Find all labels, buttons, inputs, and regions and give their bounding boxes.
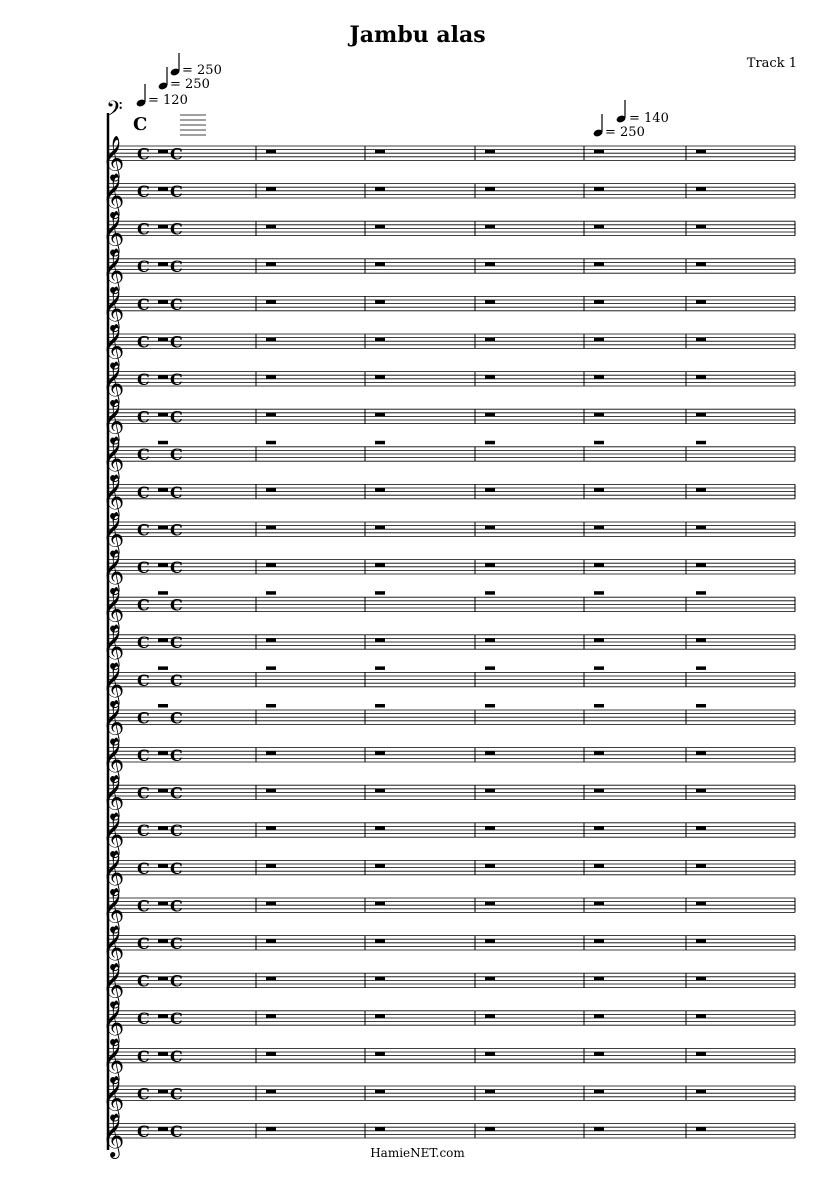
whole-rest-icon xyxy=(485,375,495,379)
time-signature: C xyxy=(137,558,150,577)
time-signature: C xyxy=(170,144,183,164)
whole-rest-icon xyxy=(266,441,276,445)
whole-rest-icon xyxy=(594,902,604,906)
whole-rest-icon xyxy=(375,939,385,943)
time-signature: C xyxy=(170,294,183,314)
whole-rest-icon xyxy=(485,262,495,266)
treble-clef-icon: 𝄞 xyxy=(102,624,125,669)
whole-rest-icon xyxy=(158,1127,168,1131)
whole-rest-icon xyxy=(375,563,385,567)
whole-rest-icon xyxy=(375,591,385,595)
time-signature: C xyxy=(137,1084,150,1104)
whole-rest-icon xyxy=(158,300,168,304)
time-signature: C xyxy=(170,821,183,841)
whole-rest-icon xyxy=(266,150,276,154)
whole-rest-icon xyxy=(375,187,385,191)
time-signature: C xyxy=(137,257,150,277)
whole-rest-icon xyxy=(266,1090,276,1094)
treble-staff xyxy=(102,474,795,520)
time-signature: C xyxy=(137,783,150,803)
time-signature: C xyxy=(137,482,150,502)
treble-clef-icon: 𝄞 xyxy=(102,1075,125,1120)
time-signature: C xyxy=(170,1046,183,1066)
whole-rest-icon xyxy=(594,864,604,868)
whole-rest-icon xyxy=(594,441,604,445)
whole-rest-icon xyxy=(266,939,276,943)
whole-rest-icon xyxy=(485,704,495,708)
whole-rest-icon xyxy=(696,1052,706,1056)
treble-clef-icon: 𝄞 xyxy=(102,1037,125,1082)
treble-staff xyxy=(102,135,795,181)
treble-staff xyxy=(102,248,795,294)
treble-clef-icon: 𝄞 xyxy=(102,436,125,481)
track-label: Track 1 xyxy=(746,56,797,71)
whole-rest-icon xyxy=(696,563,706,567)
whole-rest-icon xyxy=(696,864,706,868)
whole-rest-icon xyxy=(375,441,385,445)
whole-rest-icon xyxy=(594,488,604,492)
time-signature: C xyxy=(137,332,150,352)
treble-staff xyxy=(102,925,795,971)
treble-clef-icon: 𝄞 xyxy=(102,248,125,293)
treble-clef-icon: 𝄞 xyxy=(102,887,125,932)
bass-clef-icon: 𝄢 xyxy=(106,97,123,127)
whole-rest-icon xyxy=(696,441,706,445)
whole-rest-icon xyxy=(375,826,385,830)
treble-clef-icon: 𝄞 xyxy=(102,173,125,217)
whole-rest-icon xyxy=(266,225,276,229)
whole-rest-icon xyxy=(158,441,168,445)
time-signature: C xyxy=(137,934,150,953)
time-signature: C xyxy=(170,370,183,389)
time-signature: C xyxy=(137,144,150,164)
treble-staff xyxy=(102,812,795,858)
whole-rest-icon xyxy=(594,1014,604,1018)
treble-staff xyxy=(102,436,795,482)
treble-clef-icon: 𝄞 xyxy=(102,661,125,706)
whole-rest-icon xyxy=(375,1014,385,1018)
whole-rest-icon xyxy=(375,1052,385,1056)
whole-rest-icon xyxy=(696,375,706,379)
whole-rest-icon xyxy=(696,1090,706,1094)
whole-rest-icon xyxy=(696,591,706,595)
whole-rest-icon xyxy=(158,977,168,981)
whole-rest-icon xyxy=(266,902,276,906)
whole-rest-icon xyxy=(594,526,604,530)
whole-rest-icon xyxy=(375,488,385,492)
whole-rest-icon xyxy=(158,563,168,567)
whole-rest-icon xyxy=(485,939,495,943)
treble-staff xyxy=(102,361,795,407)
whole-rest-icon xyxy=(696,751,706,755)
whole-rest-icon xyxy=(266,262,276,266)
time-signature: C xyxy=(170,670,183,690)
treble-clef-icon: 𝄞 xyxy=(102,925,125,969)
whole-rest-icon xyxy=(266,751,276,755)
time-signature: C xyxy=(170,934,183,953)
whole-rest-icon xyxy=(696,488,706,492)
whole-rest-icon xyxy=(485,591,495,595)
whole-rest-icon xyxy=(375,262,385,266)
whole-rest-icon xyxy=(158,225,168,229)
whole-rest-icon xyxy=(485,1127,495,1131)
treble-staff xyxy=(102,887,795,933)
whole-rest-icon xyxy=(266,563,276,567)
time-signature: C xyxy=(170,858,183,878)
time-signature: C xyxy=(170,445,183,465)
whole-rest-icon xyxy=(485,751,495,755)
whole-rest-icon xyxy=(696,977,706,981)
whole-rest-icon xyxy=(696,262,706,266)
whole-rest-icon xyxy=(266,1127,276,1131)
treble-staff xyxy=(102,624,795,670)
whole-rest-icon xyxy=(375,526,385,530)
time-signature: C xyxy=(137,633,150,653)
whole-rest-icon xyxy=(375,789,385,793)
whole-rest-icon xyxy=(375,704,385,708)
treble-staff xyxy=(102,850,795,896)
time-signature: C xyxy=(170,219,183,239)
treble-clef-icon: 𝄞 xyxy=(102,323,125,368)
whole-rest-icon xyxy=(158,375,168,379)
whole-rest-icon xyxy=(375,977,385,981)
whole-rest-icon xyxy=(266,1014,276,1018)
treble-clef-icon: 𝄞 xyxy=(102,210,125,255)
whole-rest-icon xyxy=(375,150,385,154)
treble-clef-icon: 𝄞 xyxy=(102,586,125,631)
whole-rest-icon xyxy=(266,1052,276,1056)
whole-rest-icon xyxy=(594,1052,604,1056)
whole-rest-icon xyxy=(158,902,168,906)
whole-rest-icon xyxy=(696,939,706,943)
whole-rest-icon xyxy=(375,1127,385,1131)
time-signature: C xyxy=(137,445,150,465)
whole-rest-icon xyxy=(375,300,385,304)
whole-rest-icon xyxy=(375,902,385,906)
treble-staff xyxy=(102,699,795,745)
treble-clef-icon: 𝄞 xyxy=(102,135,125,180)
whole-rest-icon xyxy=(375,225,385,229)
whole-rest-icon xyxy=(266,526,276,530)
whole-rest-icon xyxy=(158,413,168,417)
treble-clef-icon: 𝄞 xyxy=(102,361,125,405)
whole-rest-icon xyxy=(485,225,495,229)
whole-rest-icon xyxy=(266,666,276,670)
treble-clef-icon: 𝄞 xyxy=(102,737,125,781)
time-signature: C xyxy=(170,595,183,615)
whole-rest-icon xyxy=(158,150,168,154)
whole-rest-icon xyxy=(158,1014,168,1018)
time-signature: C xyxy=(137,1046,150,1066)
whole-rest-icon xyxy=(266,638,276,642)
treble-clef-icon: 𝄞 xyxy=(102,774,125,819)
whole-rest-icon xyxy=(158,826,168,830)
treble-staff xyxy=(102,511,795,557)
whole-rest-icon xyxy=(266,591,276,595)
whole-rest-icon xyxy=(485,638,495,642)
whole-rest-icon xyxy=(485,338,495,342)
time-signature: C xyxy=(137,746,150,765)
whole-rest-icon xyxy=(696,300,706,304)
whole-rest-icon xyxy=(266,300,276,304)
time-signature: C xyxy=(170,257,183,277)
whole-rest-icon xyxy=(375,751,385,755)
time-signature: C xyxy=(170,708,183,728)
treble-clef-icon: 𝄞 xyxy=(102,849,125,894)
time-signature: C xyxy=(170,520,183,540)
treble-staff xyxy=(102,399,795,445)
treble-staff xyxy=(102,587,795,633)
whole-rest-icon xyxy=(485,1052,495,1056)
whole-rest-icon xyxy=(594,666,604,670)
time-signature: C xyxy=(137,520,150,540)
treble-staff xyxy=(102,211,795,257)
whole-rest-icon xyxy=(594,300,604,304)
whole-rest-icon xyxy=(696,225,706,229)
whole-rest-icon xyxy=(594,939,604,943)
treble-clef-icon: 𝄞 xyxy=(102,699,125,744)
whole-rest-icon xyxy=(158,751,168,755)
time-signature: C xyxy=(170,1122,183,1141)
time-signature: C xyxy=(137,182,150,201)
whole-rest-icon xyxy=(485,864,495,868)
time-signature: C xyxy=(137,670,150,690)
whole-rest-icon xyxy=(375,338,385,342)
whole-rest-icon xyxy=(594,150,604,154)
whole-rest-icon xyxy=(594,338,604,342)
whole-rest-icon xyxy=(594,826,604,830)
treble-staff xyxy=(102,737,795,783)
whole-rest-icon xyxy=(375,638,385,642)
whole-rest-icon xyxy=(485,563,495,567)
score-title: Jambu alas xyxy=(349,22,486,48)
time-signature: C xyxy=(137,595,150,615)
whole-rest-icon xyxy=(594,262,604,266)
whole-rest-icon xyxy=(696,704,706,708)
whole-rest-icon xyxy=(594,977,604,981)
treble-clef-icon: 𝄞 xyxy=(102,511,125,556)
whole-rest-icon xyxy=(266,704,276,708)
treble-staves-group xyxy=(102,135,795,1159)
whole-rest-icon xyxy=(696,187,706,191)
whole-rest-icon xyxy=(158,939,168,943)
treble-clef-icon: 𝄞 xyxy=(102,1000,125,1045)
whole-rest-icon xyxy=(696,338,706,342)
whole-rest-icon xyxy=(375,864,385,868)
tempo-text-250-a: = 250 xyxy=(182,63,222,78)
treble-staff xyxy=(102,1075,795,1121)
whole-rest-icon xyxy=(594,751,604,755)
treble-clef-icon: 𝄞 xyxy=(102,962,125,1007)
treble-staff xyxy=(102,173,795,219)
whole-rest-icon xyxy=(485,187,495,191)
whole-rest-icon xyxy=(485,441,495,445)
whole-rest-icon xyxy=(158,789,168,793)
whole-rest-icon xyxy=(696,150,706,154)
whole-rest-icon xyxy=(594,1090,604,1094)
tempo-text-140: = 140 xyxy=(629,111,669,126)
whole-rest-icon xyxy=(594,1127,604,1131)
whole-rest-icon xyxy=(485,300,495,304)
whole-rest-icon xyxy=(158,262,168,266)
whole-rest-icon xyxy=(485,789,495,793)
whole-rest-icon xyxy=(594,704,604,708)
whole-rest-icon xyxy=(594,563,604,567)
tempo-mark-250-a xyxy=(170,53,222,78)
time-signature: C xyxy=(137,858,150,878)
time-signature: C xyxy=(170,633,183,653)
time-signature: C xyxy=(137,294,150,314)
whole-rest-icon xyxy=(485,977,495,981)
time-signature: C xyxy=(137,896,150,916)
whole-rest-icon xyxy=(266,488,276,492)
whole-rest-icon xyxy=(266,187,276,191)
whole-rest-icon xyxy=(485,902,495,906)
whole-rest-icon xyxy=(594,225,604,229)
whole-rest-icon xyxy=(696,902,706,906)
treble-staff xyxy=(102,323,795,369)
whole-rest-icon xyxy=(158,1090,168,1094)
time-signature: C xyxy=(137,971,150,991)
whole-rest-icon xyxy=(375,1090,385,1094)
whole-rest-icon xyxy=(594,789,604,793)
tempo-mark-140 xyxy=(616,100,669,126)
whole-rest-icon xyxy=(266,338,276,342)
whole-rest-icon xyxy=(158,526,168,530)
time-signature: C xyxy=(170,746,183,765)
time-signature: C xyxy=(133,114,148,135)
treble-clef-icon: 𝄞 xyxy=(102,473,125,518)
whole-rest-icon xyxy=(696,1127,706,1131)
time-signature: C xyxy=(170,558,183,577)
whole-rest-icon xyxy=(485,1014,495,1018)
whole-rest-icon xyxy=(696,666,706,670)
treble-staff xyxy=(102,775,795,821)
time-signature: C xyxy=(137,708,150,728)
whole-rest-icon xyxy=(696,789,706,793)
whole-rest-icon xyxy=(158,638,168,642)
time-signature: C xyxy=(137,1122,150,1141)
whole-rest-icon xyxy=(266,977,276,981)
whole-rest-icon xyxy=(485,413,495,417)
whole-rest-icon xyxy=(696,826,706,830)
treble-staff xyxy=(102,1000,795,1046)
treble-clef-icon: 𝄞 xyxy=(102,1113,125,1157)
time-signature: C xyxy=(170,896,183,916)
whole-rest-icon xyxy=(594,187,604,191)
treble-staff xyxy=(102,963,795,1009)
treble-staff xyxy=(102,662,795,708)
time-signature: C xyxy=(137,821,150,841)
whole-rest-icon xyxy=(266,864,276,868)
treble-staff xyxy=(102,1038,795,1084)
whole-rest-icon xyxy=(266,826,276,830)
whole-rest-icon xyxy=(696,413,706,417)
treble-staff xyxy=(102,286,795,332)
whole-rest-icon xyxy=(696,526,706,530)
time-signature: C xyxy=(137,1009,150,1029)
treble-clef-icon: 𝄞 xyxy=(102,398,125,443)
time-signature: C xyxy=(137,219,150,239)
time-signature: C xyxy=(170,332,183,352)
whole-rest-icon xyxy=(485,826,495,830)
whole-rest-icon xyxy=(158,591,168,595)
whole-rest-icon xyxy=(594,375,604,379)
time-signature: C xyxy=(137,370,150,389)
whole-rest-icon xyxy=(485,488,495,492)
whole-rest-icon xyxy=(485,526,495,530)
tempo-text-120: = 120 xyxy=(148,93,188,108)
whole-rest-icon xyxy=(158,488,168,492)
whole-rest-icon xyxy=(158,864,168,868)
whole-rest-icon xyxy=(158,666,168,670)
time-signature: C xyxy=(170,407,183,427)
whole-rest-icon xyxy=(266,375,276,379)
whole-rest-icon xyxy=(594,413,604,417)
whole-rest-icon xyxy=(158,1052,168,1056)
whole-rest-icon xyxy=(158,338,168,342)
whole-rest-icon xyxy=(594,591,604,595)
whole-rest-icon xyxy=(696,1014,706,1018)
whole-rest-icon xyxy=(158,704,168,708)
tempo-text-250-b: = 250 xyxy=(170,77,210,92)
whole-rest-icon xyxy=(696,638,706,642)
whole-rest-icon xyxy=(158,187,168,191)
time-signature: C xyxy=(170,971,183,991)
whole-rest-icon xyxy=(266,413,276,417)
whole-rest-icon xyxy=(485,1090,495,1094)
whole-rest-icon xyxy=(485,150,495,154)
treble-staff xyxy=(102,549,795,595)
time-signature: C xyxy=(170,1009,183,1029)
treble-clef-icon: 𝄞 xyxy=(102,285,125,330)
whole-rest-icon xyxy=(594,638,604,642)
time-signature: C xyxy=(137,407,150,427)
whole-rest-icon xyxy=(375,666,385,670)
time-signature: C xyxy=(170,482,183,502)
treble-clef-icon: 𝄞 xyxy=(102,549,125,593)
time-signature: C xyxy=(170,1084,183,1104)
footer-credit: HamieNET.com xyxy=(370,1146,465,1160)
whole-rest-icon xyxy=(485,666,495,670)
whole-rest-icon xyxy=(375,375,385,379)
time-signature: C xyxy=(170,182,183,201)
treble-clef-icon: 𝄞 xyxy=(102,812,125,857)
whole-rest-icon xyxy=(266,789,276,793)
whole-rest-icon xyxy=(375,413,385,417)
time-signature: C xyxy=(170,783,183,803)
tempo-text-250-c: = 250 xyxy=(605,125,645,140)
